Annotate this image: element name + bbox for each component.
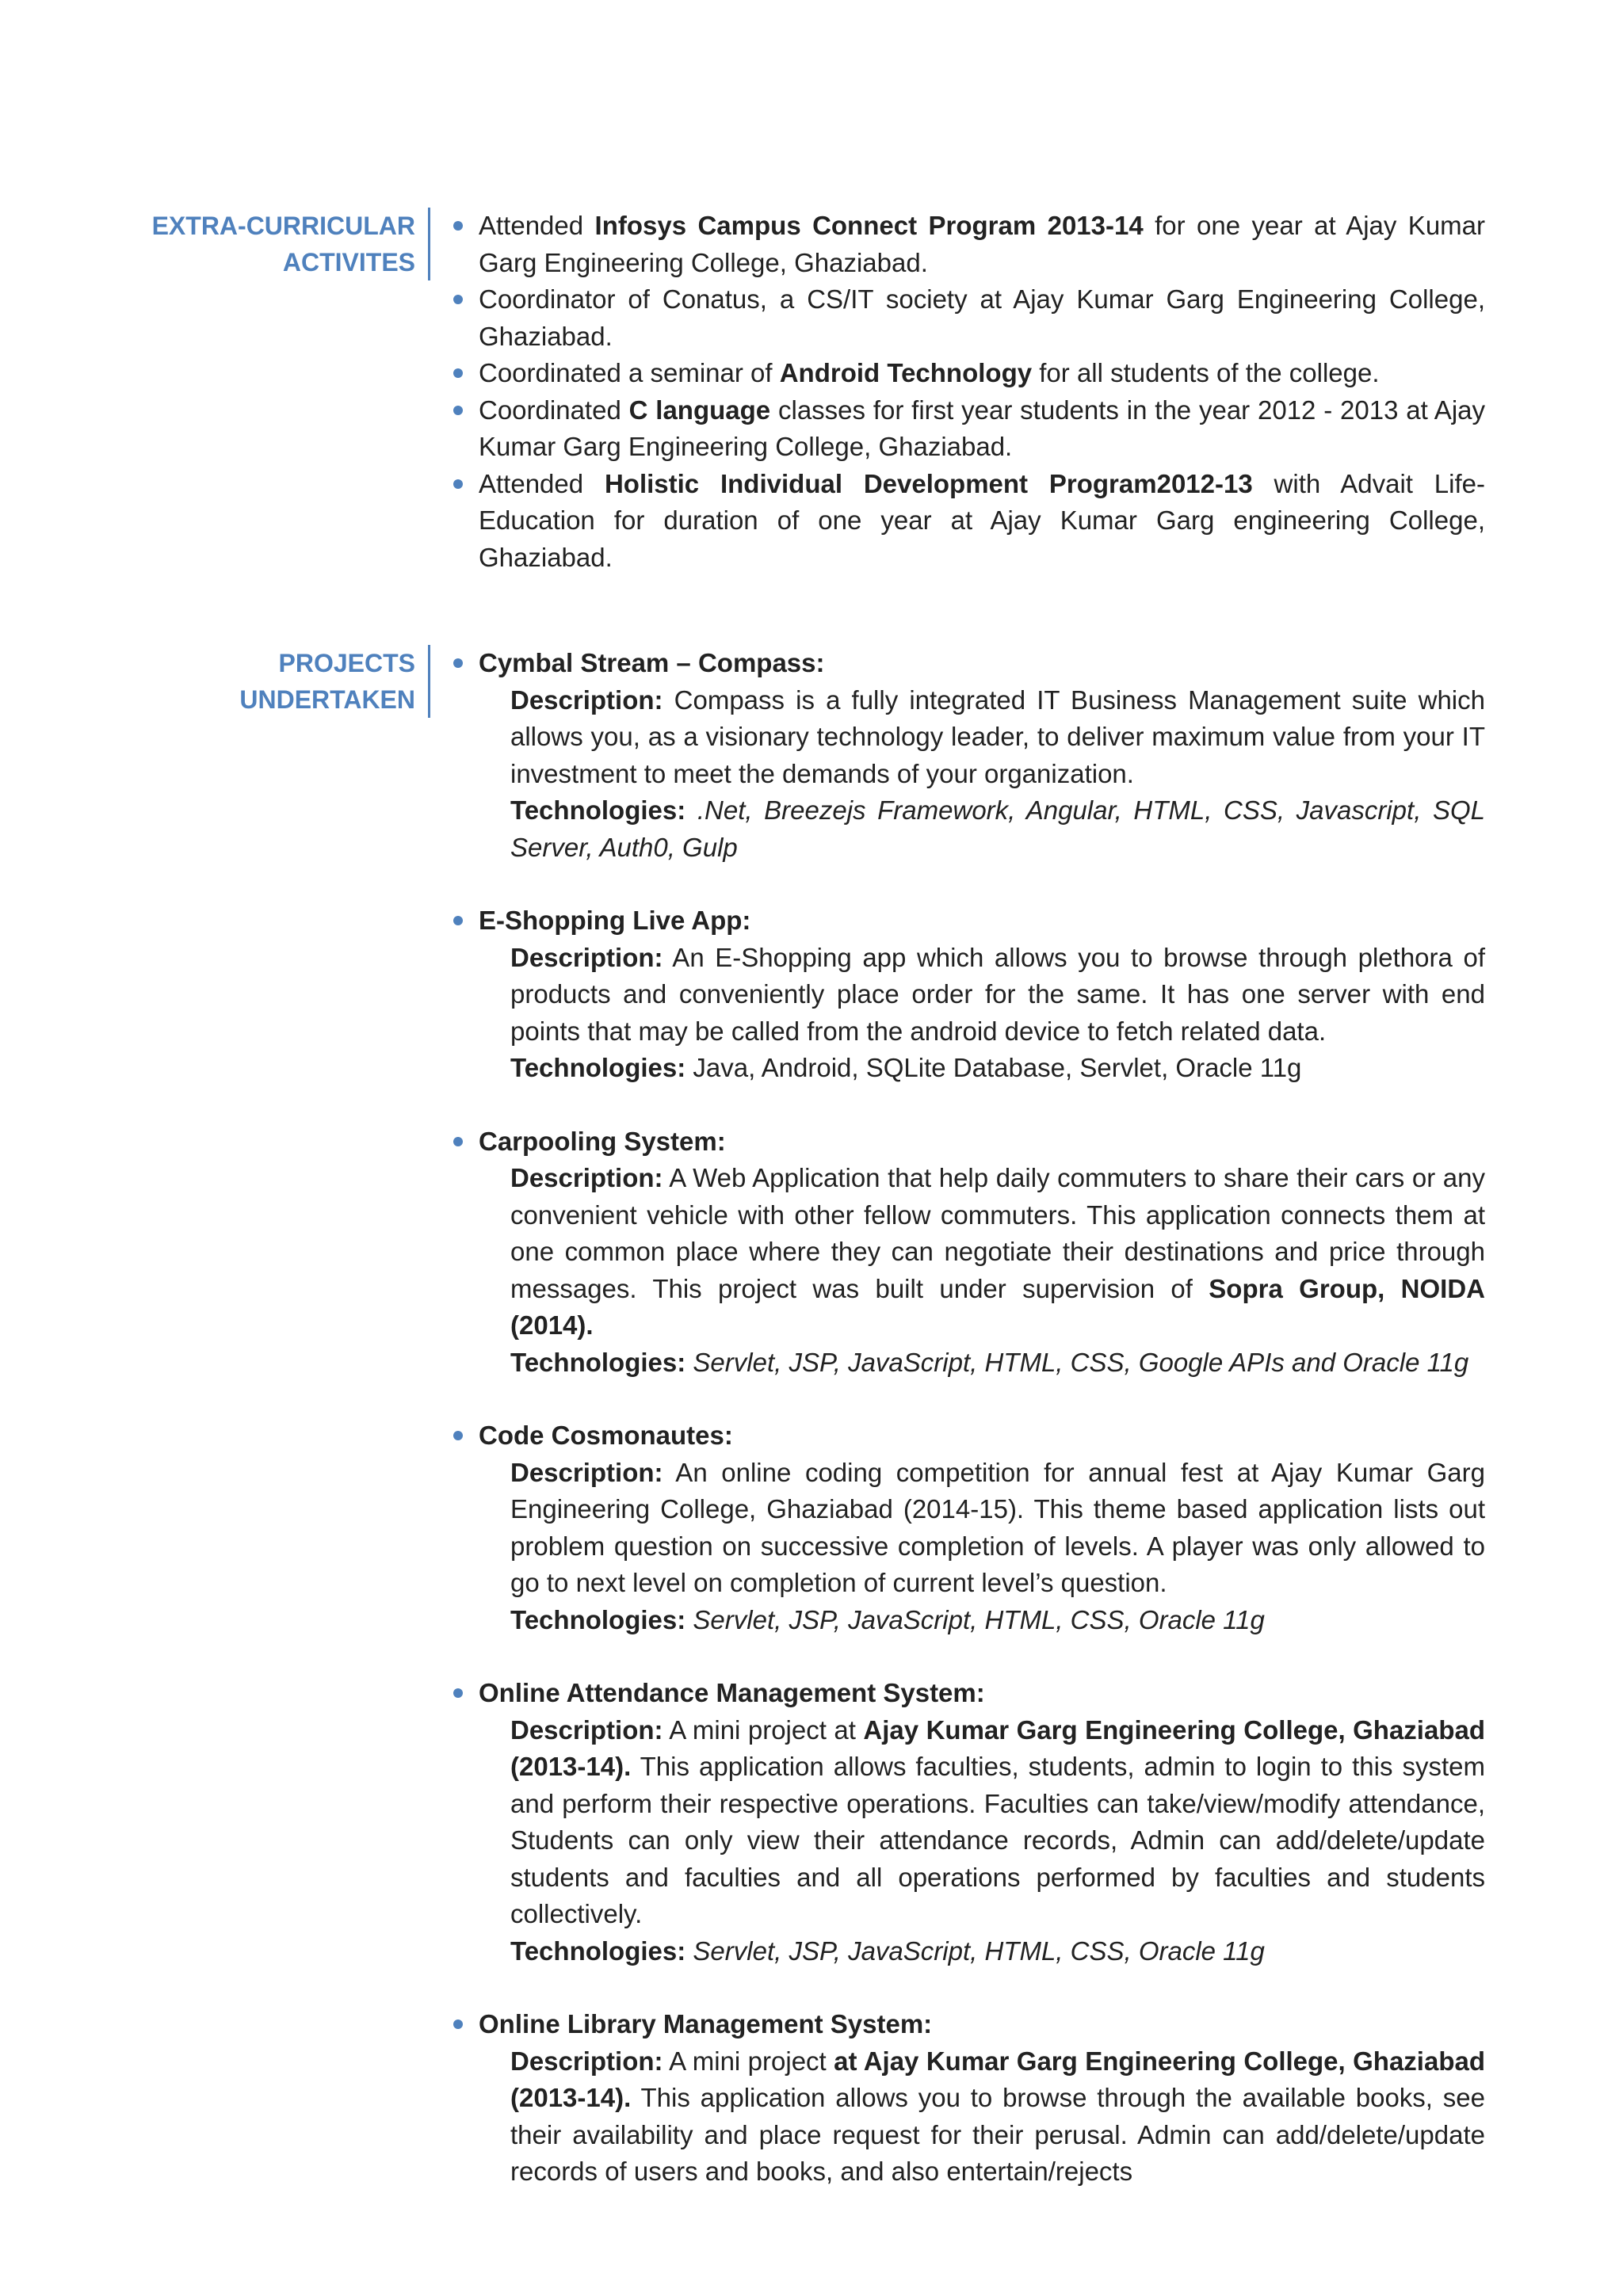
project-description: Description: Compass is a fully integrated IT Business Management suite which allows you, as a visionary technology leader, to deliver maximum value from your IT investment to meet the demands of your organization. <box>510 685 1485 788</box>
project-item <box>450 645 1485 866</box>
list-item: Coordinated C language classes for first year students in the year 2012 - 2013 at Ajay Kumar Garg Engineering College, Ghaziabad. <box>450 392 1485 466</box>
project-description: Description: A mini project at Ajay Kumar Garg Engineering College, Ghaziabad (2013-14). This application allows faculties, students, admin to login to this system and perform their respective operations. Faculties can take/view/modify attendance, Students can only view their attendance records, Admin can add/delete/update students and faculties and all operations performed by faculties and students collectively. <box>510 1714 1485 1928</box>
project-description: Description: A mini project at Ajay Kumar Garg Engineering College, Ghaziabad (2013-14). This application allows you to browse through the available books, see their availability and place request for their perusal. Admin can add/delete/update records of users and books, and also entertain/rejects <box>510 2046 1485 2186</box>
bullet-icon <box>453 1688 463 1698</box>
list-item: Attended Holistic Individual Development Program2012-13 with Advait Life-Education for duration of one year at Ajay Kumar Garg engineering College, Ghaziabad. <box>450 466 1485 577</box>
project-title: Online Library Management System: <box>479 2009 933 2039</box>
project-description: Description: A Web Application that help daily commuters to share their cars or any convenient vehicle with other fellow commuters. This application connects them at one common place where they can negotiate their destinations and price through messages. This project was built under supervision of Sopra Group, NOIDA (2014). <box>510 1163 1485 1340</box>
project-title: Online Attendance Management System: <box>479 1678 985 1707</box>
bullet-icon <box>453 221 463 231</box>
projects-list <box>450 645 1485 2191</box>
project-item <box>450 1123 1485 1382</box>
project-technologies: Technologies: .Net, Breezejs Framework, Angular, HTML, CSS, Javascript, SQL Server, Auth0, Gulp <box>510 795 1485 862</box>
list-item: Coordinator of Conatus, a CS/IT society at Ajay Kumar Garg Engineering College, Ghaziabad. <box>450 281 1485 355</box>
section-heading-line: EXTRA-CURRICULAR <box>151 212 415 240</box>
section-heading-line: UNDERTAKEN <box>239 685 415 714</box>
bullet-icon <box>453 1137 463 1146</box>
bullet-icon <box>453 916 463 925</box>
section-heading-line: PROJECTS <box>278 649 415 677</box>
project-technologies: Technologies: Servlet, JSP, JavaScript, HTML, CSS, Oracle 11g <box>510 1604 1265 1634</box>
project-item <box>450 2006 1485 2191</box>
section-divider <box>428 208 430 280</box>
project-item <box>450 1417 1485 1638</box>
list-item: Coordinated a seminar of Android Technology for all students of the college. <box>450 355 1485 392</box>
project-technologies: Technologies: Servlet, JSP, JavaScript, HTML, CSS, Oracle 11g <box>510 1936 1265 1966</box>
section-heading <box>119 208 415 280</box>
bullet-icon <box>453 368 463 378</box>
project-item <box>450 902 1485 1087</box>
project-technologies: Technologies: Java, Android, SQLite Database, Servlet, Oracle 11g <box>510 1053 1302 1082</box>
section-heading <box>119 645 415 718</box>
project-title: Cymbal Stream – Compass: <box>479 648 825 677</box>
extra-curricular-list <box>450 208 1485 576</box>
list-item: Attended Infosys Campus Connect Program 2013-14 for one year at Ajay Kumar Garg Engineering College, Ghaziabad. <box>450 208 1485 281</box>
project-title: Carpooling System: <box>479 1126 726 1156</box>
project-title: E-Shopping Live App: <box>479 906 751 935</box>
bullet-icon <box>453 295 463 304</box>
bullet-icon <box>453 2019 463 2029</box>
bullet-icon <box>453 406 463 415</box>
project-technologies: Technologies: Servlet, JSP, JavaScript, HTML, CSS, Google APIs and Oracle 11g <box>510 1347 1469 1377</box>
project-title: Code Cosmonautes: <box>479 1421 733 1450</box>
bullet-icon <box>453 658 463 668</box>
section-heading-line: ACTIVITES <box>282 248 415 277</box>
section-divider <box>428 645 430 718</box>
bullet-icon <box>453 1431 463 1440</box>
project-description: Description: An E-Shopping app which allows you to browse through plethora of products and conveniently place order for the same. It has one server with end points that may be called from the android device to fetch related data. <box>510 942 1485 1046</box>
project-description: Description: An online coding competition for annual fest at Ajay Kumar Garg Engineering College, Ghaziabad (2014-15). This theme based application lists out problem question on successive completion of levels. A player was only allowed to go to next level on completion of current level’s question. <box>510 1457 1485 1597</box>
project-item <box>450 1675 1485 1970</box>
bullet-icon <box>453 479 463 489</box>
